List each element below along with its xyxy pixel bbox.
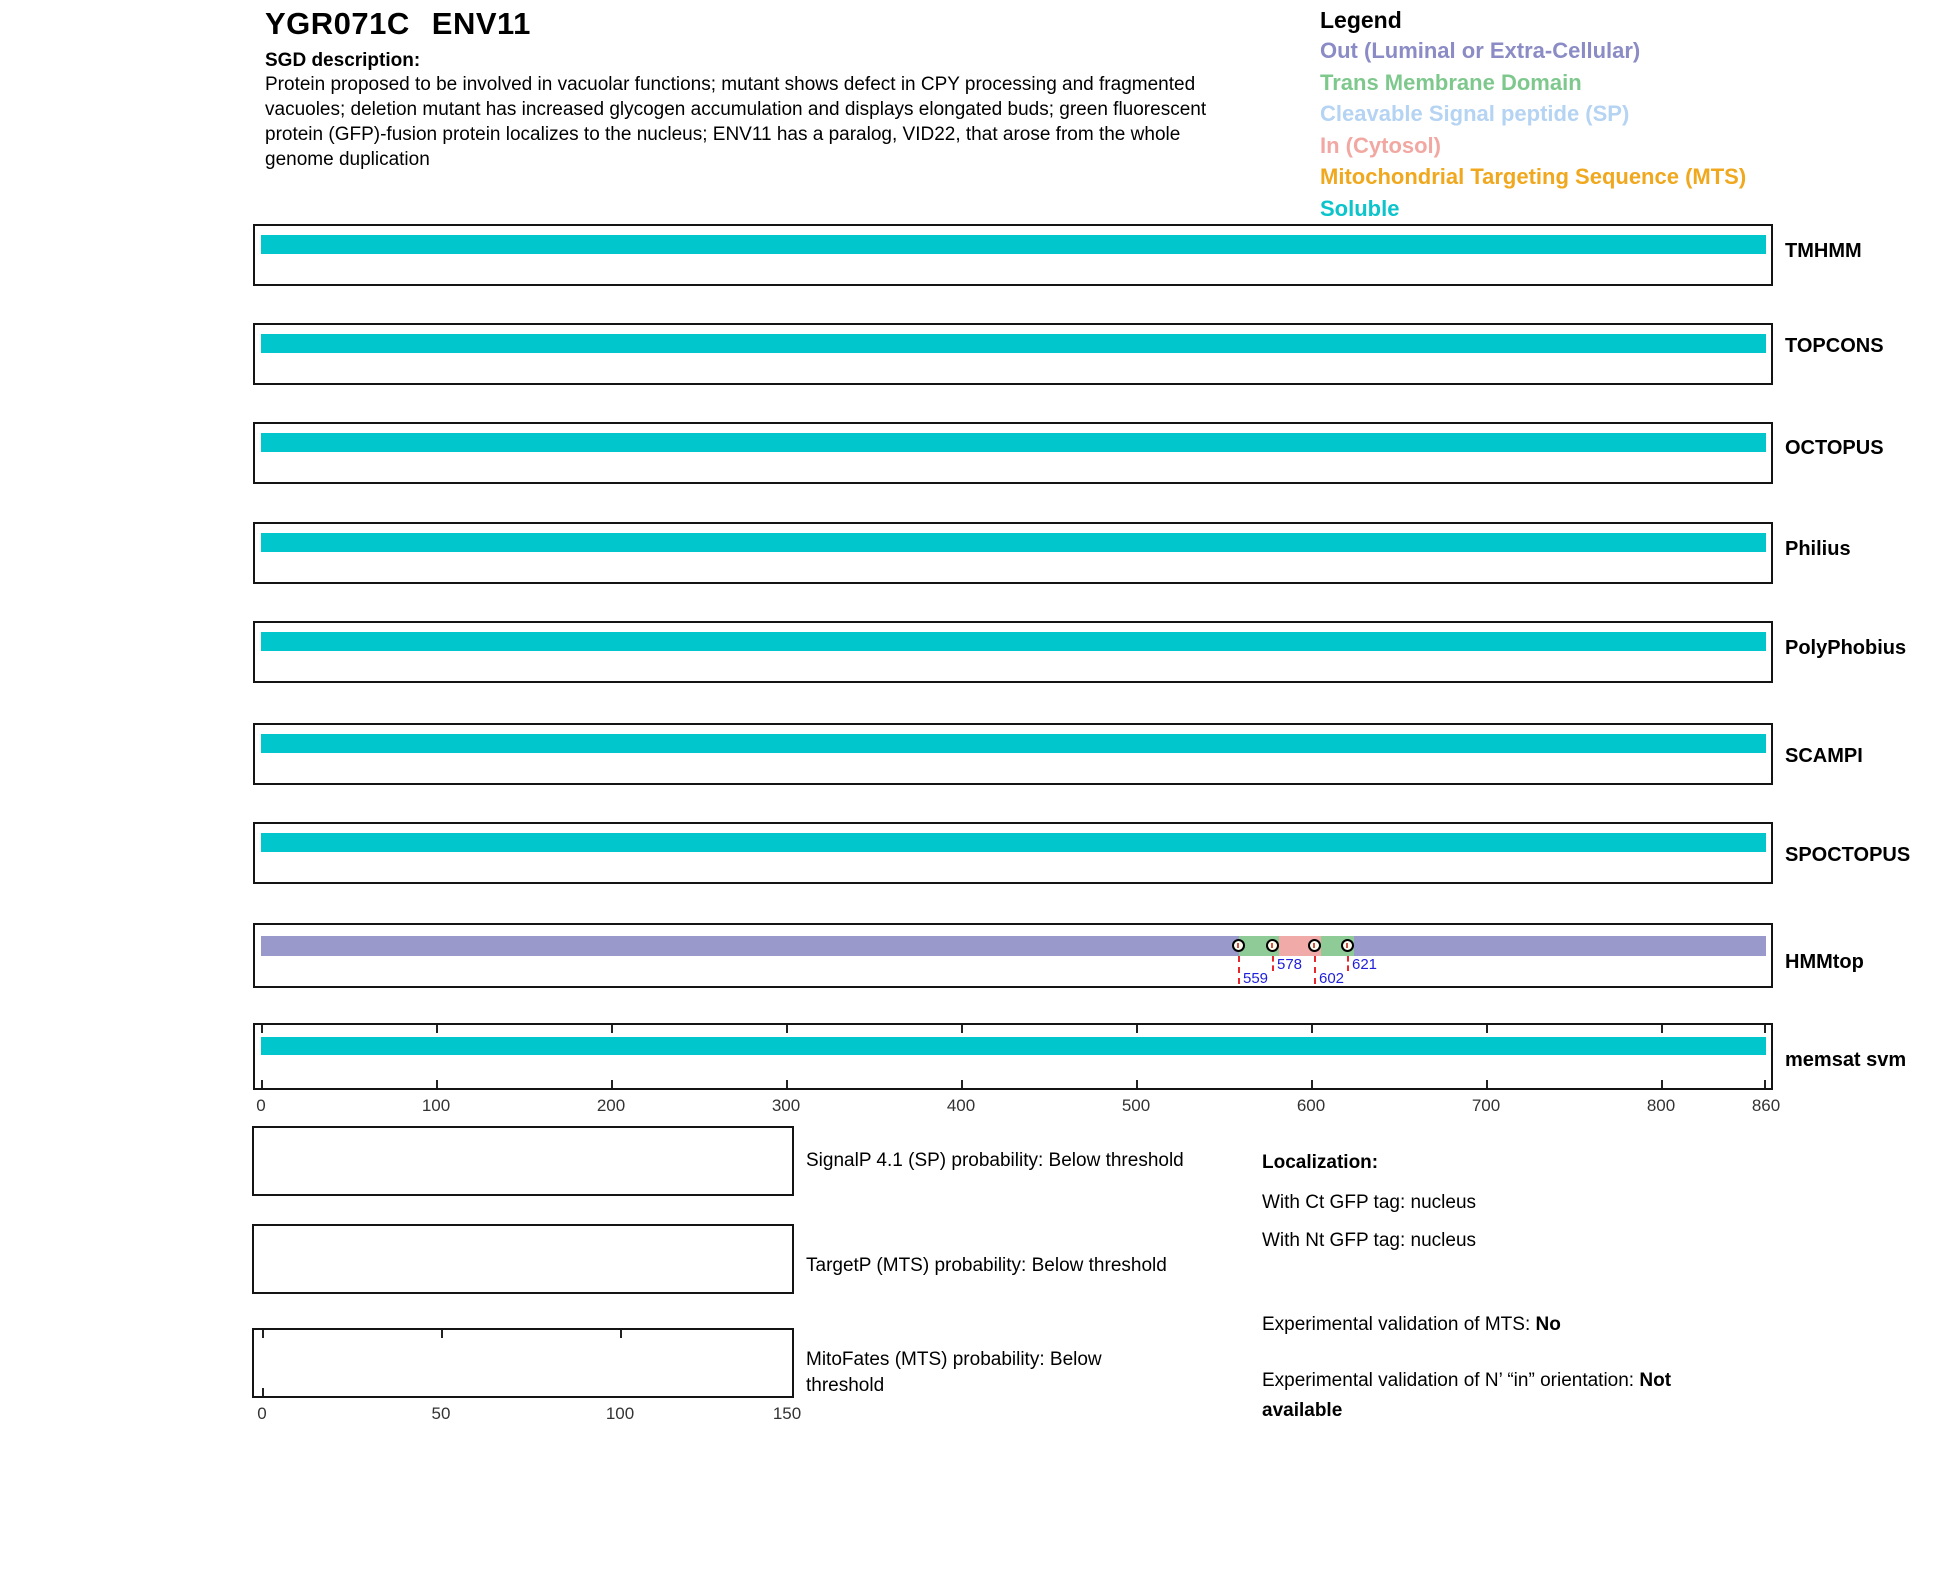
n-in-orientation-value-continued: available (1262, 1400, 1343, 1421)
gene-name: ENV11 (431, 6, 531, 41)
mts-validation-line (1262, 1312, 1561, 1337)
tick-mark (1486, 1080, 1488, 1088)
soluble-bar (261, 334, 1766, 353)
tick-mark (436, 1080, 438, 1088)
localization-ct-gfp: With Ct GFP tag: nucleus (1262, 1192, 1477, 1213)
axis-tick-label: 0 (257, 1404, 267, 1423)
track-label-scampi: SCAMPI (1785, 745, 1863, 767)
tick-mark (1311, 1080, 1313, 1088)
n-in-orientation-label: Experimental validation of N’ “in” orientation: (1262, 1370, 1640, 1391)
out-bar (261, 936, 1766, 956)
boundary-position-label: 578 (1277, 956, 1303, 973)
boundary-dash-line (1272, 956, 1274, 971)
page-title (265, 6, 531, 42)
soluble-bar (261, 433, 1766, 452)
boundary-position-label: 602 (1319, 970, 1345, 987)
targetp-plot-box (252, 1224, 794, 1294)
mts-validation-value: No (1535, 1314, 1561, 1335)
track-label-polyphobius: PolyPhobius (1785, 637, 1907, 659)
axis-tick-label: 300 (771, 1096, 801, 1115)
legend-item-out: Out (Luminal or Extra-Cellular) (1320, 38, 1641, 63)
legend-title: Legend (1320, 7, 1402, 33)
axis-tick-label: 500 (1121, 1096, 1151, 1115)
tick-mark (1311, 1025, 1313, 1033)
sgd-description-text: Protein proposed to be involved in vacuolar functions; mutant shows defect in CPY processing and fragmented vacuoles; deletion mutant has increased glycogen accumulation and displays elongated buds; green fluorescent protein (GFP)-fusion protein localizes to the nucleus; ENV11 has a paralog, VID22, that arose from the whole genome duplication (265, 74, 1207, 170)
axis-tick-label: 100 (605, 1404, 635, 1423)
axis-tick-label: 400 (946, 1096, 976, 1115)
systematic-name: YGR071C (265, 6, 410, 41)
n-in-orientation-line (1262, 1368, 1671, 1393)
axis-tick-label: 800 (1646, 1096, 1676, 1115)
soluble-bar (261, 632, 1766, 651)
axis-tick-label: 860 (1751, 1096, 1781, 1115)
boundary-position-label: 559 (1243, 970, 1269, 987)
tick-mark (1136, 1025, 1138, 1033)
track-label-topcons: TOPCONS (1785, 335, 1884, 357)
polyphobius-plot-box (253, 621, 1773, 683)
tick-mark (441, 1330, 443, 1338)
legend-item-transmembrane: Trans Membrane Domain (1320, 69, 1582, 95)
hmmtop-plot-box (253, 923, 1773, 988)
mts-validation-label: Experimental validation of MTS: (1262, 1314, 1536, 1335)
boundary-position-label: 621 (1352, 956, 1378, 973)
legend-item-soluble: Soluble (1320, 195, 1400, 221)
legend-item-signal-peptide: Cleavable Signal peptide (SP) (1320, 101, 1630, 126)
tick-mark (611, 1025, 613, 1033)
soluble-bar (261, 235, 1766, 254)
track-label-tmhmm: TMHMM (1785, 240, 1862, 262)
axis-tick-label: 0 (256, 1096, 266, 1115)
n-in-orientation-value: Not (1639, 1370, 1672, 1391)
signalp-plot-box (252, 1126, 794, 1196)
soluble-bar (261, 1037, 1766, 1055)
tick-mark (786, 1025, 788, 1033)
localization-heading: Localization: (1262, 1152, 1379, 1173)
memsat-plot-box (253, 1023, 1773, 1090)
scampi-plot-box (253, 723, 1773, 785)
track-label-spoctopus: SPOCTOPUS (1785, 844, 1911, 866)
axis-tick-label: 200 (596, 1096, 626, 1115)
boundary-marker-icon (1232, 939, 1245, 952)
octopus-plot-box (253, 422, 1773, 484)
tick-mark (1661, 1025, 1663, 1033)
axis-tick-label: 600 (1296, 1096, 1326, 1115)
tick-mark (611, 1080, 613, 1088)
tick-mark (961, 1025, 963, 1033)
track-label-octopus: OCTOPUS (1785, 437, 1884, 459)
soluble-bar (261, 533, 1766, 552)
targetp-label: TargetP (MTS) probability: Below threshold (806, 1255, 1167, 1276)
tick-mark (1764, 1080, 1766, 1088)
boundary-marker-icon (1308, 939, 1321, 952)
axis-tick-label: 150 (772, 1404, 802, 1423)
legend (1320, 5, 1746, 224)
tick-mark (620, 1330, 622, 1338)
boundary-marker-icon (1341, 939, 1354, 952)
soluble-bar (261, 833, 1766, 852)
tick-mark (1136, 1080, 1138, 1088)
localization-nt-gfp: With Nt GFP tag: nucleus (1262, 1230, 1477, 1251)
tick-mark (1764, 1025, 1766, 1033)
boundary-dash-line (1314, 956, 1316, 984)
track-label-memsat-svm: memsat svm (1785, 1049, 1907, 1071)
tick-mark (1661, 1080, 1663, 1088)
axis-tick-label: 700 (1471, 1096, 1501, 1115)
legend-item-in-cytosol: In (Cytosol) (1320, 132, 1441, 158)
axis-tick-label: 100 (421, 1096, 451, 1115)
sgd-description-heading: SGD description: (265, 50, 421, 71)
boundary-marker-icon (1266, 939, 1279, 952)
boundary-dash-line (1347, 956, 1349, 971)
tick-mark (261, 1080, 263, 1088)
tick-mark (262, 1388, 264, 1396)
spoctopus-plot-box (253, 822, 1773, 884)
boundary-dash-line (1238, 956, 1240, 984)
mitofates-plot-box (252, 1328, 794, 1398)
topcons-plot-box (253, 323, 1773, 385)
signalp-label: SignalP 4.1 (SP) probability: Below threshold (806, 1150, 1184, 1171)
tick-mark (1486, 1025, 1488, 1033)
track-label-hmmtop: HMMtop (1785, 951, 1864, 973)
soluble-bar (261, 734, 1766, 753)
philius-plot-box (253, 522, 1773, 584)
tick-mark (261, 1025, 263, 1033)
tick-mark (436, 1025, 438, 1033)
legend-item-mts: Mitochondrial Targeting Sequence (MTS) (1320, 164, 1747, 189)
tick-mark (786, 1080, 788, 1088)
track-label-philius: Philius (1785, 538, 1851, 560)
tick-mark (961, 1080, 963, 1088)
mitofates-label: MitoFates (MTS) probability: Below threshold (806, 1349, 1102, 1396)
axis-tick-label: 50 (431, 1404, 451, 1423)
tmhmm-plot-box (253, 224, 1773, 286)
tick-mark (262, 1330, 264, 1338)
